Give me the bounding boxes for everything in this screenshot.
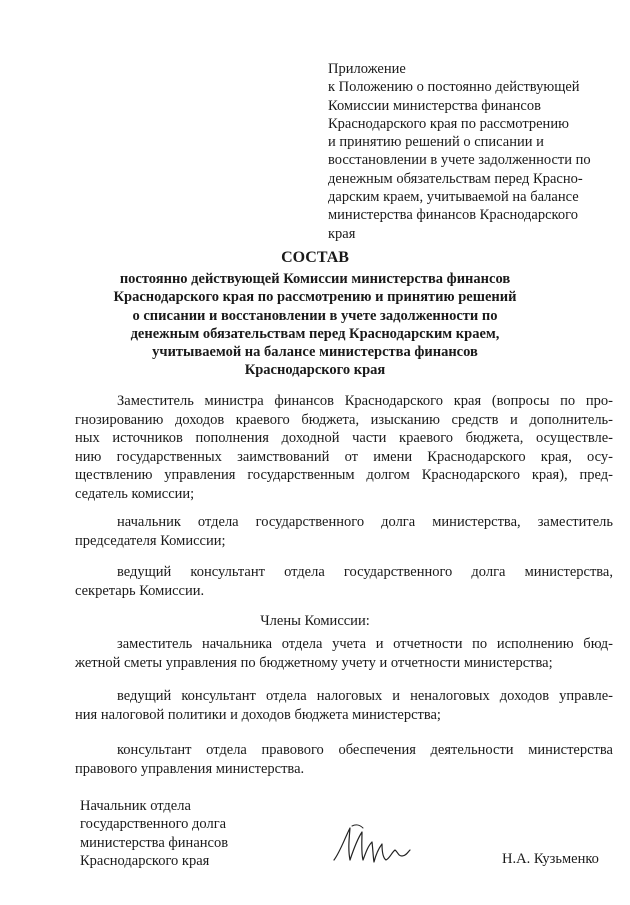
member-paragraph	[75, 741, 613, 778]
heading-line: учитываемой на балансе министерства финансов	[152, 344, 478, 361]
appendix-line: Комиссии министерства финансов	[328, 97, 541, 114]
position-line: Краснодарского края	[80, 852, 210, 869]
appendix-line: дарским краем, учитываемой на балансе	[328, 189, 579, 206]
position-line: министерства финансов	[80, 834, 229, 851]
paragraph-line: седатель комиссии;	[75, 485, 195, 502]
heading-line: о списании и восстановлении в учете задолженности по	[132, 307, 498, 324]
paragraph-line: ведущий консультант отдела налоговых и неналоговых доходов управле-	[117, 688, 613, 704]
paragraph-line: ных источников пополнения доходной части краевого бюджета, осуществле-	[75, 430, 613, 447]
appendix-line: Краснодарского края по рассмотрению	[328, 115, 569, 132]
paragraph-line: начальник отдела государственного долга министерства, заместитель	[117, 514, 613, 530]
paragraph-line: ния налоговой политики и доходов бюджета министерства;	[75, 706, 441, 723]
member-paragraph	[75, 635, 613, 672]
appendix-reference	[328, 60, 618, 243]
position-line: государственного долга	[80, 816, 227, 833]
paragraph-line: нию государственных заимствований от имени Краснодарского края, осу-	[75, 448, 613, 465]
paragraph-line: гнозированию доходов краевого бюджета, изысканию средств и дополнитель-	[75, 411, 613, 428]
member-paragraph	[75, 687, 613, 724]
paragraph-line: секретарь Комиссии.	[75, 582, 205, 599]
paragraph-line: правового управления министерства.	[75, 760, 305, 777]
document-heading	[60, 248, 570, 380]
secretary-paragraph	[75, 563, 613, 600]
signatory-position	[80, 797, 228, 870]
heading-line: денежным обязательствам перед Краснодарским краем,	[130, 325, 500, 342]
appendix-line: денежным обязательствам перед Красно-	[328, 170, 583, 187]
paragraph-line: ведущий консультант отдела государственного долга министерства,	[117, 564, 613, 580]
paragraph-line: консультант отдела правового обеспечения деятельности министерства	[117, 742, 613, 758]
deputy-chairman-paragraph	[75, 513, 613, 550]
heading-line: Краснодарского края	[244, 362, 386, 379]
heading-line: Краснодарского края по рассмотрению и принятию решений	[113, 289, 517, 306]
appendix-line: Приложение	[328, 61, 406, 77]
appendix-line: края	[328, 225, 356, 242]
signatory-name: Н.А. Кузьменко	[502, 851, 599, 867]
position-line: Начальник отдела	[80, 798, 191, 814]
appendix-line: и принятию решений о списании и	[328, 134, 544, 151]
appendix-line: министерства финансов Краснодарского	[328, 207, 578, 224]
paragraph-line: жетной сметы управления по бюджетному учету и отчетности министерства;	[75, 654, 553, 671]
appendix-line: к Положению о постоянно действующей	[328, 79, 580, 96]
heading-line: постоянно действующей Комиссии министерства финансов	[119, 271, 511, 287]
paragraph-line: Заместитель министра финансов Краснодарского края (вопросы по про-	[117, 393, 613, 409]
members-heading: Члены Комиссии:	[260, 613, 370, 629]
appendix-line: восстановлении в учете задолженности по	[328, 152, 591, 169]
paragraph-line: председателя Комиссии;	[75, 532, 226, 549]
paragraph-line: заместитель начальника отдела учета и отчетности по исполнению бюд-	[117, 636, 613, 652]
paragraph-line: ществлению управления государственным долгом Краснодарского края), пред-	[75, 467, 613, 484]
chairman-paragraph	[75, 392, 613, 504]
document-title: СОСТАВ	[281, 249, 349, 266]
handwritten-signature	[332, 822, 412, 868]
